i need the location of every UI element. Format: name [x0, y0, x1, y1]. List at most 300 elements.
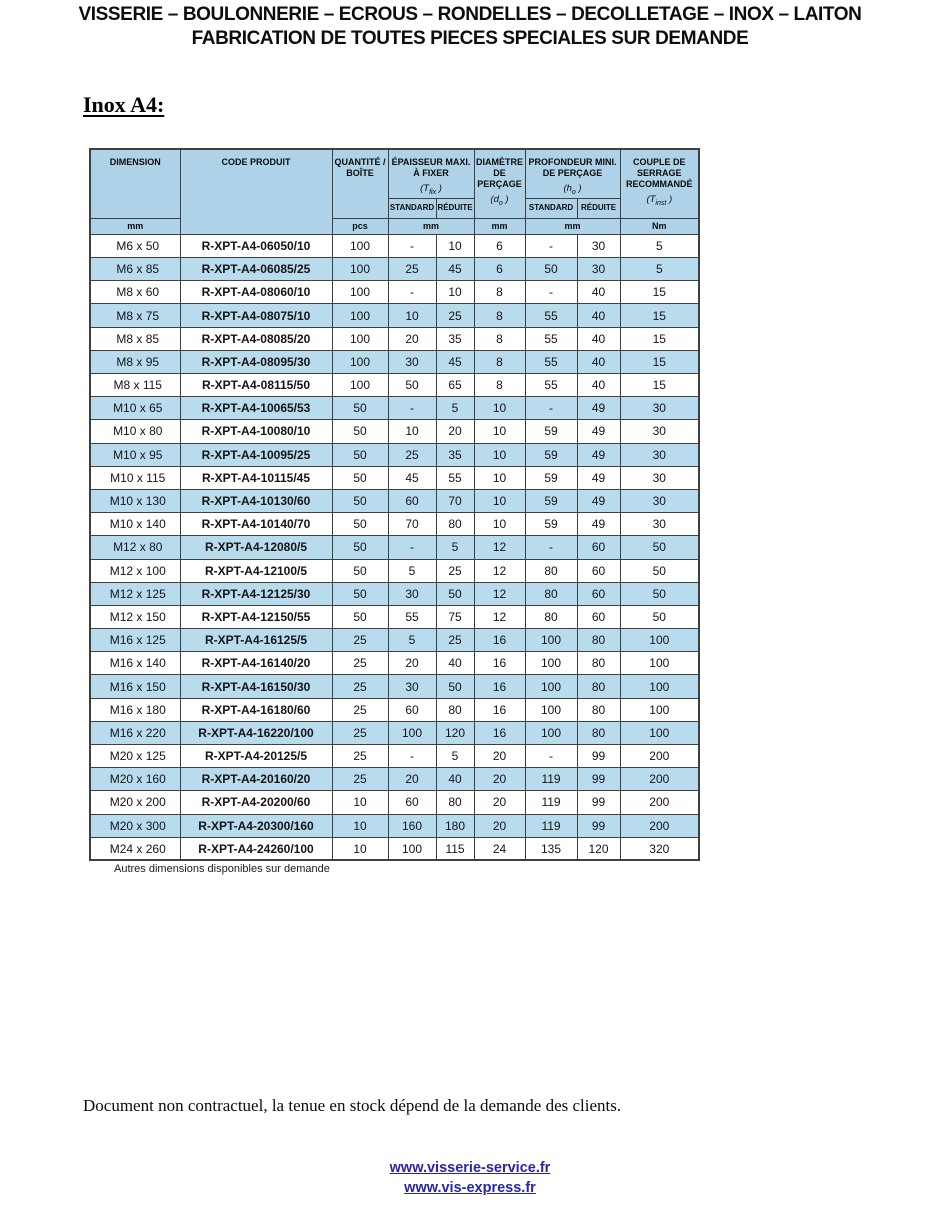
- diam-cell: 16: [474, 698, 525, 721]
- diam-cell: 6: [474, 234, 525, 257]
- ep-std-cell: 20: [388, 652, 436, 675]
- ep-std-cell: -: [388, 234, 436, 257]
- header-line-2: FABRICATION DE TOUTES PIECES SPECIALES SUR DEMANDE: [191, 28, 749, 49]
- prof-std-cell: 55: [525, 374, 577, 397]
- prof-red-cell: 99: [577, 814, 620, 837]
- dimension-cell: M20 x 160: [90, 768, 180, 791]
- prof-std-cell: 59: [525, 443, 577, 466]
- qty-cell: 50: [332, 559, 388, 582]
- prof-red-cell: 49: [577, 489, 620, 512]
- ep-red-cell: 25: [436, 304, 474, 327]
- couple-cell: 200: [620, 814, 699, 837]
- diam-cell: 20: [474, 791, 525, 814]
- ep-red-cell: 180: [436, 814, 474, 837]
- ep-std-cell: 50: [388, 374, 436, 397]
- link-vis-express[interactable]: www.vis-express.fr: [404, 1180, 536, 1196]
- qty-cell: 25: [332, 745, 388, 768]
- prof-std-cell: 55: [525, 350, 577, 373]
- ep-red-cell: 75: [436, 605, 474, 628]
- prof-red-cell: 60: [577, 559, 620, 582]
- dimension-cell: M20 x 125: [90, 745, 180, 768]
- code-cell: R-XPT-A4-16125/5: [180, 629, 332, 652]
- prof-red-cell: 99: [577, 768, 620, 791]
- couple-cell: 100: [620, 675, 699, 698]
- prof-red-cell: 99: [577, 745, 620, 768]
- qty-cell: 50: [332, 513, 388, 536]
- couple-cell: 5: [620, 234, 699, 257]
- col-header-dimension: DIMENSION: [90, 149, 180, 218]
- footer-links: [0, 1158, 940, 1198]
- dimension-cell: M10 x 140: [90, 513, 180, 536]
- col-header-diametre: [474, 149, 525, 218]
- ep-std-cell: 70: [388, 513, 436, 536]
- disclaimer: Document non contractuel, la tenue en stock dépend de la demande des clients.: [83, 1096, 622, 1115]
- link-visserie-service[interactable]: www.visserie-service.fr: [389, 1160, 551, 1176]
- prof-red-cell: 40: [577, 281, 620, 304]
- code-cell: R-XPT-A4-16140/20: [180, 652, 332, 675]
- prof-std-cell: 59: [525, 489, 577, 512]
- dimension-cell: M8 x 75: [90, 304, 180, 327]
- qty-cell: 50: [332, 582, 388, 605]
- couple-cell: 100: [620, 629, 699, 652]
- prof-red-cell: 60: [577, 582, 620, 605]
- code-cell: R-XPT-A4-10065/53: [180, 397, 332, 420]
- dimension-cell: M12 x 125: [90, 582, 180, 605]
- qty-cell: 25: [332, 698, 388, 721]
- table-row: [90, 304, 699, 327]
- prof-std-cell: -: [525, 745, 577, 768]
- ep-red-cell: 20: [436, 420, 474, 443]
- prof-red-cell: 60: [577, 605, 620, 628]
- dimension-cell: M10 x 115: [90, 466, 180, 489]
- unit-diametre: mm: [474, 218, 525, 234]
- unit-profondeur: mm: [525, 218, 620, 234]
- table-row: [90, 513, 699, 536]
- ep-std-cell: 10: [388, 420, 436, 443]
- diam-cell: 20: [474, 768, 525, 791]
- diam-cell: 16: [474, 652, 525, 675]
- code-cell: R-XPT-A4-20160/20: [180, 768, 332, 791]
- diam-cell: 24: [474, 837, 525, 860]
- dimension-cell: M8 x 115: [90, 374, 180, 397]
- table-body: [90, 234, 699, 860]
- code-cell: R-XPT-A4-08095/30: [180, 350, 332, 373]
- ep-std-cell: -: [388, 397, 436, 420]
- dimension-cell: M12 x 100: [90, 559, 180, 582]
- diam-cell: 6: [474, 258, 525, 281]
- ep-red-cell: 50: [436, 582, 474, 605]
- diam-cell: 12: [474, 559, 525, 582]
- prof-std-cell: 80: [525, 582, 577, 605]
- ep-red-cell: 80: [436, 698, 474, 721]
- unit-couple: Nm: [620, 218, 699, 234]
- code-cell: R-XPT-A4-20125/5: [180, 745, 332, 768]
- dimension-cell: M16 x 150: [90, 675, 180, 698]
- prof-std-cell: 59: [525, 513, 577, 536]
- ep-std-cell: 55: [388, 605, 436, 628]
- table-row: [90, 745, 699, 768]
- profondeur-symbol: ($h_o$ ): [563, 183, 582, 196]
- code-cell: R-XPT-A4-08085/20: [180, 327, 332, 350]
- prof-red-cell: 80: [577, 721, 620, 744]
- diam-cell: 20: [474, 814, 525, 837]
- dimension-cell: M12 x 150: [90, 605, 180, 628]
- prof-red-cell: 99: [577, 791, 620, 814]
- qty-cell: 100: [332, 327, 388, 350]
- ep-std-cell: 20: [388, 327, 436, 350]
- qty-cell: 50: [332, 397, 388, 420]
- prof-std-cell: 80: [525, 605, 577, 628]
- prof-red-cell: 49: [577, 513, 620, 536]
- table-row: [90, 675, 699, 698]
- dimension-cell: M8 x 85: [90, 327, 180, 350]
- dimension-cell: M10 x 80: [90, 420, 180, 443]
- table-row: [90, 466, 699, 489]
- subheader-epaisseur-reduite: RÉDUITE: [436, 198, 474, 218]
- code-cell: R-XPT-A4-16150/30: [180, 675, 332, 698]
- qty-cell: 50: [332, 605, 388, 628]
- table-row: [90, 652, 699, 675]
- footnote: Autres dimensions disponibles sur demande: [114, 863, 330, 875]
- prof-red-cell: 80: [577, 698, 620, 721]
- qty-cell: 50: [332, 443, 388, 466]
- qty-cell: 100: [332, 304, 388, 327]
- prof-std-cell: 119: [525, 814, 577, 837]
- table-row: [90, 559, 699, 582]
- dimension-cell: M20 x 300: [90, 814, 180, 837]
- prof-std-cell: 119: [525, 791, 577, 814]
- qty-cell: 100: [332, 374, 388, 397]
- ep-std-cell: 160: [388, 814, 436, 837]
- diam-cell: 8: [474, 374, 525, 397]
- dimension-cell: M8 x 60: [90, 281, 180, 304]
- prof-std-cell: 100: [525, 675, 577, 698]
- prof-std-cell: 100: [525, 629, 577, 652]
- qty-cell: 25: [332, 721, 388, 744]
- code-cell: R-XPT-A4-12150/55: [180, 605, 332, 628]
- dimension-cell: M10 x 130: [90, 489, 180, 512]
- prof-std-cell: 135: [525, 837, 577, 860]
- couple-cell: 5: [620, 258, 699, 281]
- unit-epaisseur: mm: [388, 218, 474, 234]
- ep-std-cell: 30: [388, 675, 436, 698]
- ep-std-cell: -: [388, 745, 436, 768]
- prof-red-cell: 30: [577, 258, 620, 281]
- code-cell: R-XPT-A4-10140/70: [180, 513, 332, 536]
- dimension-cell: M20 x 200: [90, 791, 180, 814]
- table-row: [90, 258, 699, 281]
- prof-std-cell: 80: [525, 559, 577, 582]
- ep-std-cell: 60: [388, 791, 436, 814]
- couple-cell: 50: [620, 536, 699, 559]
- code-cell: R-XPT-A4-06050/10: [180, 234, 332, 257]
- table-row: [90, 768, 699, 791]
- table-row: [90, 605, 699, 628]
- ep-red-cell: 35: [436, 443, 474, 466]
- epaisseur-label: ÉPAISSEUR MAXI. À FIXER: [391, 157, 471, 178]
- prof-red-cell: 30: [577, 234, 620, 257]
- diam-cell: 16: [474, 675, 525, 698]
- diam-cell: 10: [474, 443, 525, 466]
- ep-std-cell: 100: [388, 837, 436, 860]
- couple-cell: 100: [620, 721, 699, 744]
- table-wrap: [89, 148, 700, 861]
- prof-red-cell: 80: [577, 652, 620, 675]
- prof-red-cell: 120: [577, 837, 620, 860]
- table-row: [90, 629, 699, 652]
- ep-red-cell: 5: [436, 745, 474, 768]
- dimension-cell: M16 x 220: [90, 721, 180, 744]
- dimension-cell: M16 x 180: [90, 698, 180, 721]
- prof-red-cell: 49: [577, 466, 620, 489]
- prof-red-cell: 40: [577, 304, 620, 327]
- couple-cell: 15: [620, 374, 699, 397]
- prof-std-cell: -: [525, 281, 577, 304]
- ep-red-cell: 25: [436, 629, 474, 652]
- table-row: [90, 397, 699, 420]
- table-row: [90, 489, 699, 512]
- code-cell: R-XPT-A4-12125/30: [180, 582, 332, 605]
- dimension-cell: M24 x 260: [90, 837, 180, 860]
- diam-cell: 8: [474, 350, 525, 373]
- couple-cell: 30: [620, 489, 699, 512]
- qty-cell: 50: [332, 489, 388, 512]
- ep-red-cell: 40: [436, 652, 474, 675]
- subheader-epaisseur-standard: STANDARD: [388, 198, 436, 218]
- table-row: [90, 837, 699, 860]
- diam-cell: 12: [474, 605, 525, 628]
- couple-cell: 200: [620, 745, 699, 768]
- diam-cell: 10: [474, 397, 525, 420]
- header-line-1: VISSERIE – BOULONNERIE – ECROUS – RONDELLES – DECOLLETAGE – INOX – LAITON: [78, 4, 862, 25]
- ep-std-cell: 5: [388, 629, 436, 652]
- prof-std-cell: 50: [525, 258, 577, 281]
- ep-red-cell: 35: [436, 327, 474, 350]
- unit-dimension: mm: [90, 218, 180, 234]
- couple-cell: 50: [620, 559, 699, 582]
- diam-cell: 12: [474, 536, 525, 559]
- diam-cell: 8: [474, 327, 525, 350]
- profondeur-label: PROFONDEUR MINI. DE PERÇAGE: [528, 157, 617, 178]
- diametre-symbol: ($d_o$ ): [490, 194, 509, 207]
- prof-std-cell: 100: [525, 652, 577, 675]
- prof-std-cell: -: [525, 536, 577, 559]
- table-row: [90, 350, 699, 373]
- diam-cell: 8: [474, 281, 525, 304]
- code-cell: R-XPT-A4-12080/5: [180, 536, 332, 559]
- table-row: [90, 536, 699, 559]
- prof-red-cell: 49: [577, 443, 620, 466]
- ep-std-cell: 20: [388, 768, 436, 791]
- qty-cell: 10: [332, 837, 388, 860]
- diam-cell: 16: [474, 721, 525, 744]
- prof-red-cell: 49: [577, 397, 620, 420]
- table-row: [90, 814, 699, 837]
- epaisseur-symbol: ($T_{fix}$ ): [420, 183, 442, 196]
- ep-red-cell: 55: [436, 466, 474, 489]
- ep-red-cell: 80: [436, 791, 474, 814]
- code-cell: R-XPT-A4-12100/5: [180, 559, 332, 582]
- diam-cell: 10: [474, 489, 525, 512]
- code-cell: R-XPT-A4-20200/60: [180, 791, 332, 814]
- ep-std-cell: -: [388, 281, 436, 304]
- couple-cell: 15: [620, 304, 699, 327]
- couple-cell: 30: [620, 443, 699, 466]
- col-header-couple: [620, 149, 699, 218]
- prof-std-cell: 100: [525, 721, 577, 744]
- code-cell: R-XPT-A4-08060/10: [180, 281, 332, 304]
- ep-red-cell: 80: [436, 513, 474, 536]
- prof-std-cell: -: [525, 234, 577, 257]
- code-cell: R-XPT-A4-08115/50: [180, 374, 332, 397]
- couple-label: COUPLE DE SERRAGE RECOMMANDÉ: [626, 157, 693, 189]
- product-table: [89, 148, 700, 861]
- couple-cell: 30: [620, 466, 699, 489]
- qty-cell: 100: [332, 258, 388, 281]
- col-header-qty: QUANTITÉ / BOÎTE: [332, 149, 388, 218]
- table-row: [90, 327, 699, 350]
- ep-red-cell: 65: [436, 374, 474, 397]
- qty-cell: 25: [332, 768, 388, 791]
- code-cell: R-XPT-A4-08075/10: [180, 304, 332, 327]
- prof-red-cell: 80: [577, 629, 620, 652]
- prof-std-cell: 119: [525, 768, 577, 791]
- table-header: [90, 149, 699, 234]
- ep-std-cell: 5: [388, 559, 436, 582]
- qty-cell: 100: [332, 350, 388, 373]
- prof-red-cell: 40: [577, 327, 620, 350]
- diam-cell: 16: [474, 629, 525, 652]
- prof-red-cell: 40: [577, 374, 620, 397]
- code-cell: R-XPT-A4-16180/60: [180, 698, 332, 721]
- couple-cell: 15: [620, 327, 699, 350]
- ep-std-cell: 25: [388, 443, 436, 466]
- qty-cell: 50: [332, 420, 388, 443]
- ep-std-cell: 30: [388, 350, 436, 373]
- code-cell: R-XPT-A4-16220/100: [180, 721, 332, 744]
- dimension-cell: M6 x 85: [90, 258, 180, 281]
- prof-std-cell: -: [525, 397, 577, 420]
- couple-cell: 320: [620, 837, 699, 860]
- diam-cell: 20: [474, 745, 525, 768]
- ep-std-cell: -: [388, 536, 436, 559]
- couple-cell: 30: [620, 420, 699, 443]
- prof-red-cell: 40: [577, 350, 620, 373]
- ep-red-cell: 5: [436, 397, 474, 420]
- qty-cell: 50: [332, 466, 388, 489]
- prof-red-cell: 60: [577, 536, 620, 559]
- couple-cell: 15: [620, 281, 699, 304]
- ep-std-cell: 60: [388, 489, 436, 512]
- ep-std-cell: 10: [388, 304, 436, 327]
- section-title: Inox A4:: [83, 92, 165, 117]
- couple-cell: 50: [620, 582, 699, 605]
- ep-red-cell: 50: [436, 675, 474, 698]
- ep-red-cell: 10: [436, 281, 474, 304]
- dimension-cell: M10 x 65: [90, 397, 180, 420]
- qty-cell: 10: [332, 814, 388, 837]
- prof-std-cell: 59: [525, 420, 577, 443]
- diam-cell: 8: [474, 304, 525, 327]
- prof-std-cell: 55: [525, 304, 577, 327]
- col-header-epaisseur: [388, 149, 474, 198]
- dimension-cell: M16 x 125: [90, 629, 180, 652]
- table-row: [90, 234, 699, 257]
- couple-cell: 200: [620, 768, 699, 791]
- table-row: [90, 281, 699, 304]
- table-row: [90, 420, 699, 443]
- dimension-cell: M10 x 95: [90, 443, 180, 466]
- unit-qty: pcs: [332, 218, 388, 234]
- couple-cell: 100: [620, 652, 699, 675]
- code-cell: R-XPT-A4-10115/45: [180, 466, 332, 489]
- ep-red-cell: 10: [436, 234, 474, 257]
- diam-cell: 10: [474, 466, 525, 489]
- code-cell: R-XPT-A4-10080/10: [180, 420, 332, 443]
- ep-std-cell: 45: [388, 466, 436, 489]
- qty-cell: 50: [332, 536, 388, 559]
- couple-cell: 30: [620, 513, 699, 536]
- code-cell: R-XPT-A4-24260/100: [180, 837, 332, 860]
- qty-cell: 25: [332, 652, 388, 675]
- table-row: [90, 443, 699, 466]
- page-header: [0, 3, 940, 51]
- table-row: [90, 721, 699, 744]
- diam-cell: 10: [474, 420, 525, 443]
- table-row: [90, 791, 699, 814]
- ep-std-cell: 60: [388, 698, 436, 721]
- couple-cell: 50: [620, 605, 699, 628]
- qty-cell: 25: [332, 675, 388, 698]
- code-cell: R-XPT-A4-06085/25: [180, 258, 332, 281]
- ep-red-cell: 70: [436, 489, 474, 512]
- dimension-cell: M16 x 140: [90, 652, 180, 675]
- code-cell: R-XPT-A4-10130/60: [180, 489, 332, 512]
- couple-cell: 15: [620, 350, 699, 373]
- subheader-profondeur-reduite: RÉDUITE: [577, 198, 620, 218]
- qty-cell: 10: [332, 791, 388, 814]
- couple-symbol: ($T_{inst}$ ): [646, 194, 673, 207]
- ep-red-cell: 25: [436, 559, 474, 582]
- col-header-profondeur: [525, 149, 620, 198]
- prof-std-cell: 55: [525, 327, 577, 350]
- ep-red-cell: 45: [436, 350, 474, 373]
- ep-std-cell: 25: [388, 258, 436, 281]
- col-header-code: CODE PRODUIT: [180, 149, 332, 234]
- prof-std-cell: 100: [525, 698, 577, 721]
- diam-cell: 12: [474, 582, 525, 605]
- couple-cell: 200: [620, 791, 699, 814]
- ep-std-cell: 30: [388, 582, 436, 605]
- dimension-cell: M6 x 50: [90, 234, 180, 257]
- ep-red-cell: 5: [436, 536, 474, 559]
- code-cell: R-XPT-A4-20300/160: [180, 814, 332, 837]
- prof-red-cell: 80: [577, 675, 620, 698]
- table-row: [90, 374, 699, 397]
- prof-red-cell: 49: [577, 420, 620, 443]
- diametre-label: DIAMÈTRE DE PERÇAGE: [476, 157, 524, 189]
- qty-cell: 100: [332, 234, 388, 257]
- ep-std-cell: 100: [388, 721, 436, 744]
- diam-cell: 10: [474, 513, 525, 536]
- couple-cell: 30: [620, 397, 699, 420]
- ep-red-cell: 40: [436, 768, 474, 791]
- ep-red-cell: 45: [436, 258, 474, 281]
- dimension-cell: M12 x 80: [90, 536, 180, 559]
- prof-std-cell: 59: [525, 466, 577, 489]
- table-row: [90, 698, 699, 721]
- table-row: [90, 582, 699, 605]
